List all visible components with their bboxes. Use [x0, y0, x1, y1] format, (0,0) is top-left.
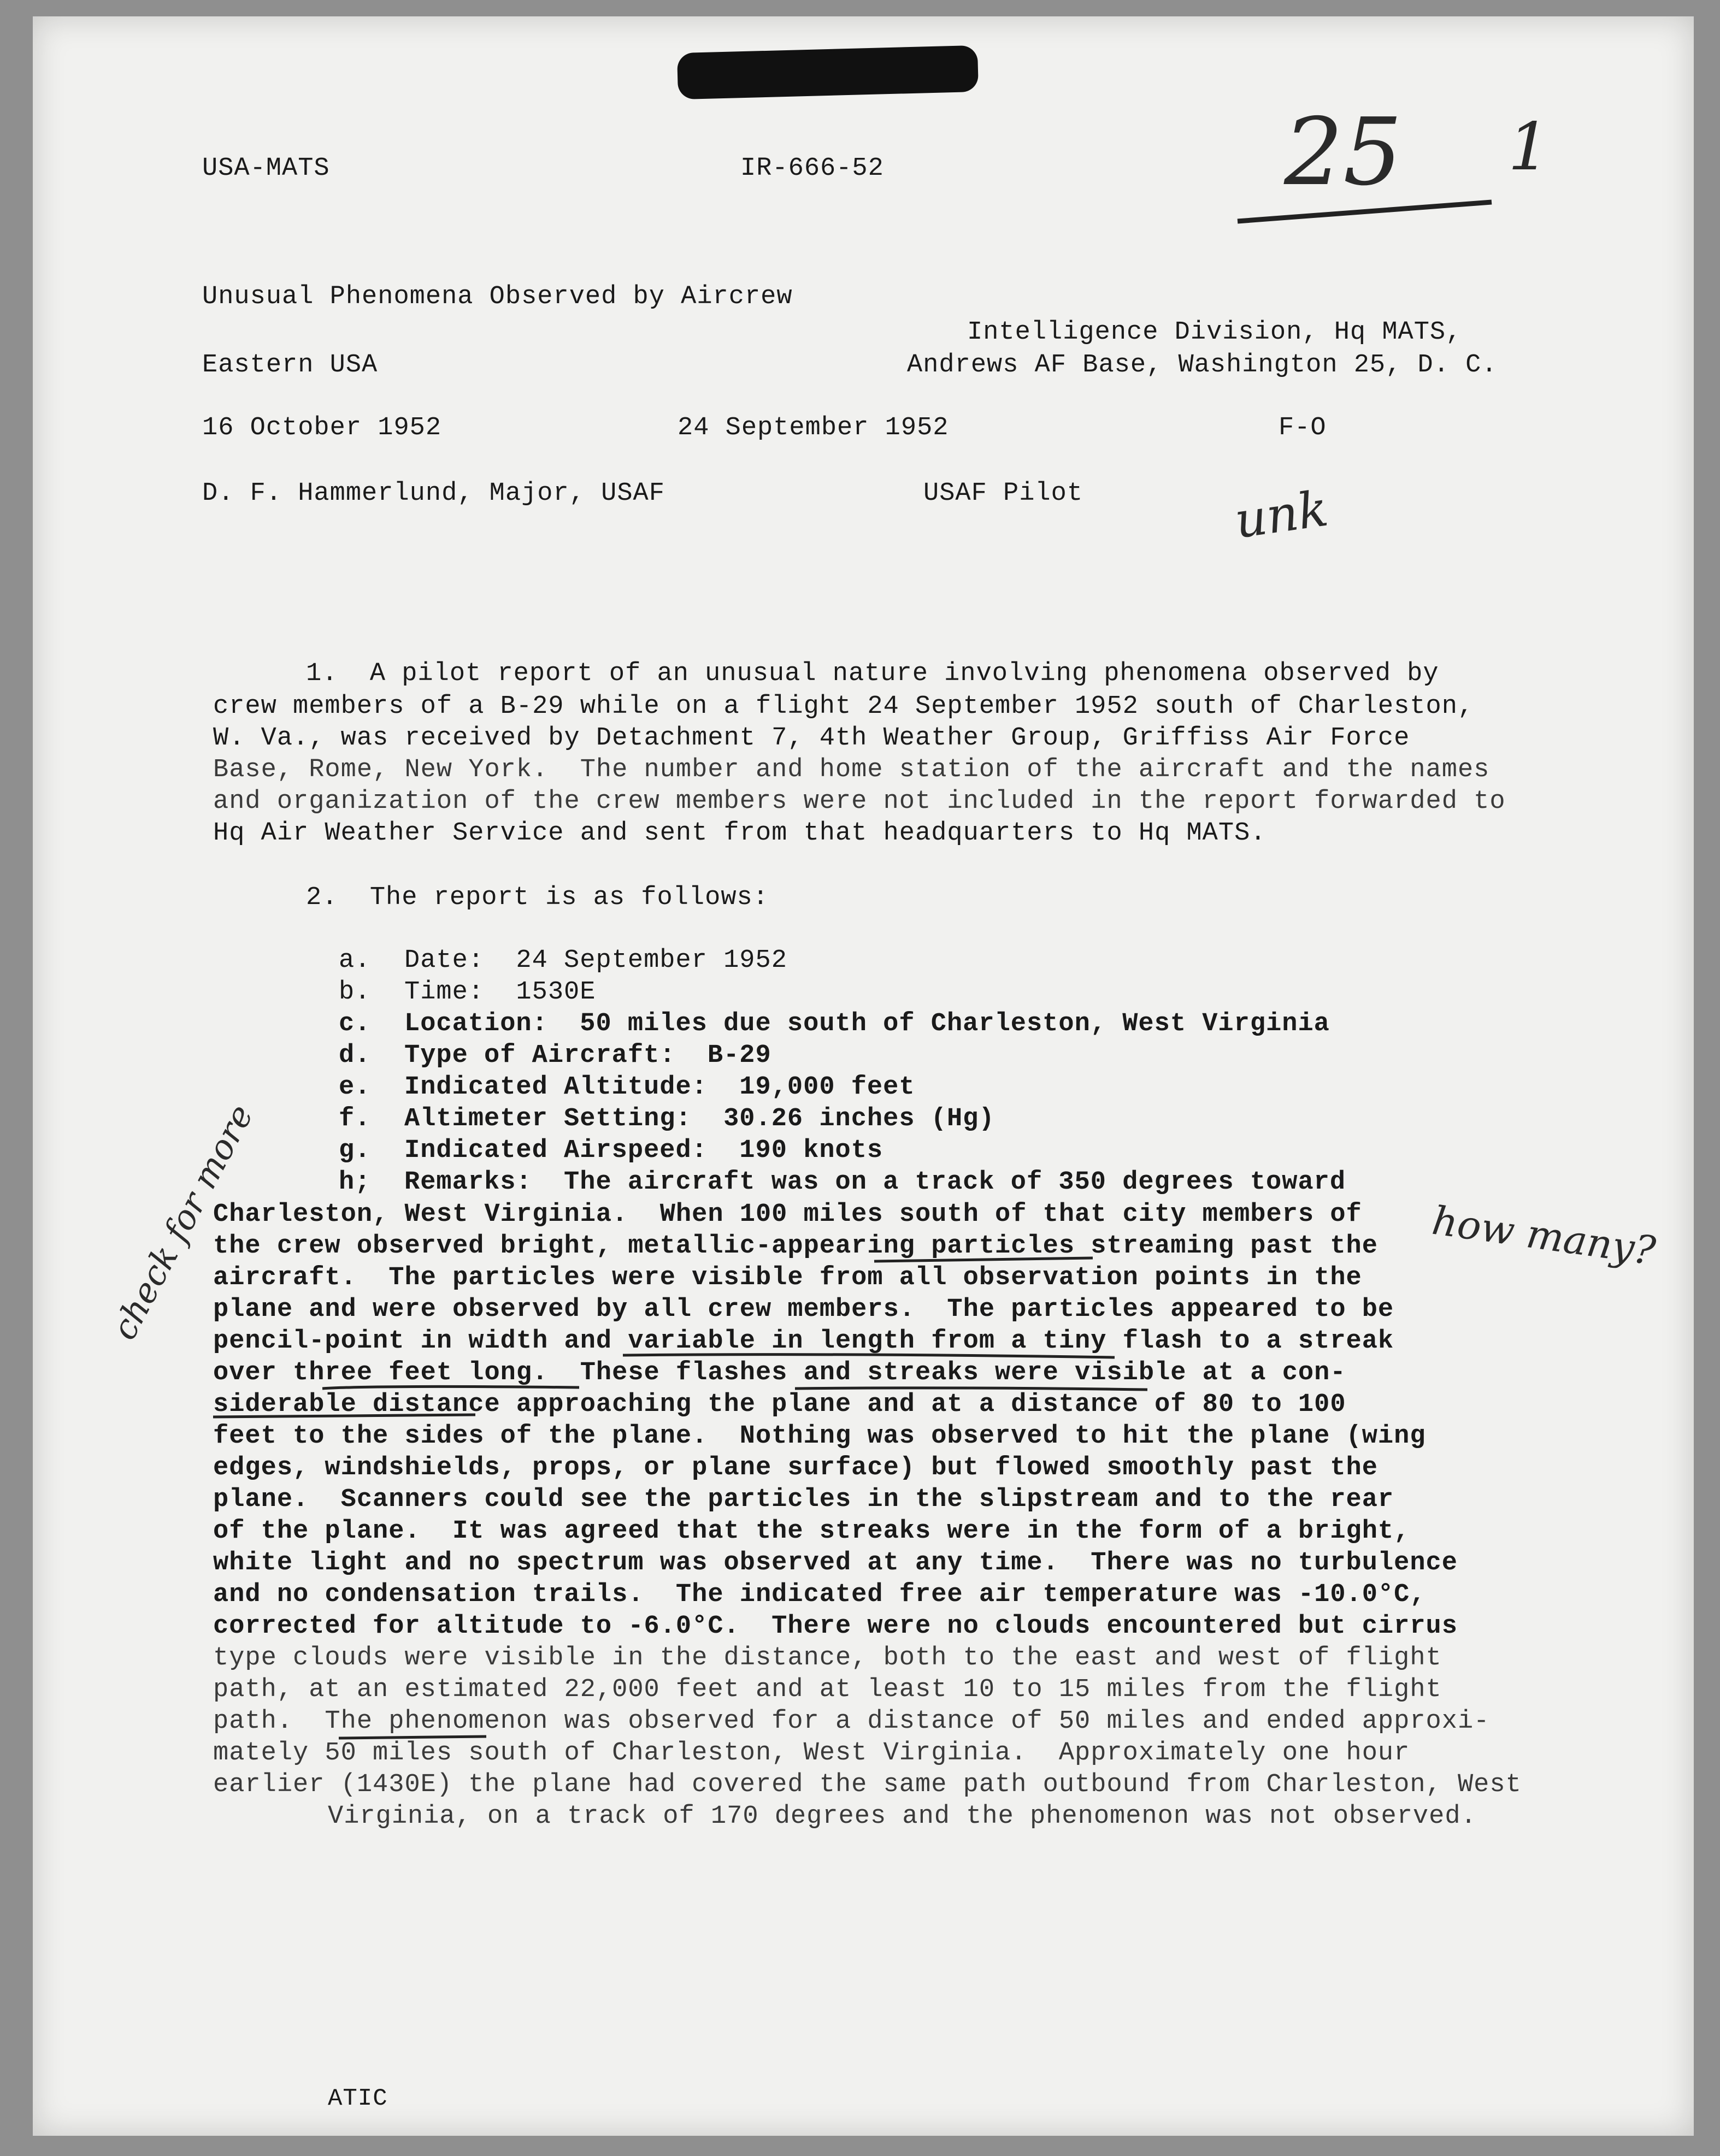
remarks-line: corrected for altitude to -6.0°C. There were no clouds encountered but cirrus	[213, 1612, 1458, 1641]
item-text: Type of Aircraft: B-29	[404, 1041, 771, 1070]
underline-mark	[874, 1258, 1093, 1261]
remarks-line: white light and no spectrum was observed at any time. There was no turbulence	[213, 1549, 1458, 1578]
remarks-line: path, at an estimated 22,000 feet and at least 10 to 15 miles from the flight	[213, 1675, 1442, 1704]
item-text: Indicated Airspeed: 190 knots	[404, 1136, 883, 1165]
prepared-by: D. F. Hammerlund, Major, USAF	[202, 479, 665, 508]
remarks-line: mately 50 miles south of Charleston, West Virginia. Approximately one hour	[213, 1739, 1410, 1768]
header-left-code: USA-MATS	[202, 154, 330, 183]
item-text: Remarks: The aircraft was on a track of 350 degrees toward	[404, 1168, 1346, 1197]
underline-mark	[795, 1388, 1147, 1390]
underline-mark	[213, 1415, 475, 1417]
item-label: c.	[339, 1009, 371, 1038]
p1-line: Hq Air Weather Service and sent from that headquarters to Hq MATS.	[213, 819, 1267, 848]
info-date: 24 September 1952	[678, 414, 949, 442]
source-line-2: Andrews AF Base, Washington 25, D. C.	[907, 351, 1498, 380]
remarks-line: of the plane. It was agreed that the streaks were in the form of a bright,	[213, 1517, 1410, 1546]
remarks-line: over three feet long. These flashes and streaks were visible at a con-	[213, 1358, 1346, 1387]
footer-stamp: ATIC	[328, 2085, 388, 2112]
evaluation: F-O	[1279, 414, 1327, 442]
handwritten-page-number: 25	[1284, 98, 1403, 206]
report-subject: Unusual Phenomena Observed by Aircrew	[202, 282, 793, 311]
p1-line: 1. A pilot report of an unusual nature involving phenomena observed by	[306, 659, 1439, 688]
right-margin-note: how many?	[1429, 1197, 1658, 1274]
p1-line: and organization of the crew members were not included in the report forwarded to	[213, 787, 1506, 816]
item-label: h;	[339, 1168, 371, 1197]
source-type: USAF Pilot	[923, 479, 1083, 508]
p1-line: W. Va., was received by Detachment 7, 4th Weather Group, Griffiss Air Force	[213, 724, 1410, 753]
underline-mark	[623, 1355, 1115, 1357]
p1-line: Base, Rome, New York. The number and home station of the aircraft and the names	[213, 755, 1490, 784]
item-text: Date: 24 September 1952	[404, 946, 787, 975]
underline-mark	[322, 1386, 579, 1389]
handwritten-mark: 1	[1508, 109, 1550, 185]
remarks-line: path. The phenomenon was observed for a distance of 50 miles and ended approxi-	[213, 1707, 1490, 1736]
remarks-line: siderable distance approaching the plane and at a distance of 80 to 100	[213, 1390, 1346, 1419]
remarks-line: edges, windshields, props, or plane surface) but flowed smoothly past the	[213, 1454, 1378, 1482]
report-number: IR-666-52	[740, 154, 884, 183]
remarks-line: Charleston, West Virginia. When 100 miles south of that city members of	[213, 1200, 1362, 1229]
item-text: Indicated Altitude: 19,000 feet	[404, 1073, 915, 1102]
remarks-line: pencil-point in width and variable in length from a tiny flash to a streak	[213, 1327, 1394, 1356]
source-line-1: Intelligence Division, Hq MATS,	[967, 318, 1462, 347]
item-text: Time: 1530E	[404, 978, 596, 1007]
item-label: e.	[339, 1073, 371, 1102]
document-page	[33, 16, 1694, 2136]
p1-line: crew members of a B-29 while on a flight 24 September 1952 south of Charleston,	[213, 692, 1474, 721]
underline-mark	[339, 1736, 486, 1738]
remarks-line: type clouds were visible in the distance, both to the east and west of flight	[213, 1644, 1442, 1673]
handwritten-underlines	[33, 16, 1694, 2136]
item-label: a.	[339, 946, 371, 975]
remarks-line: earlier (1430E) the plane had covered the same path outbound from Charleston, West	[213, 1770, 1522, 1799]
remarks-line: aircraft. The particles were visible from all observation points in the	[213, 1263, 1362, 1292]
item-label: b.	[339, 978, 371, 1007]
item-text: Altimeter Setting: 30.26 inches (Hg)	[404, 1104, 995, 1133]
item-label: f.	[339, 1104, 371, 1133]
report-date: 16 October 1952	[202, 414, 442, 442]
item-text: Location: 50 miles due south of Charleston, West Virginia	[404, 1009, 1330, 1038]
left-margin-note: check for more	[104, 1098, 261, 1346]
remarks-line: the crew observed bright, metallic-appearing particles streaming past the	[213, 1232, 1378, 1261]
p2-intro: 2. The report is as follows:	[306, 883, 769, 912]
remarks-line: feet to the sides of the plane. Nothing was observed to hit the plane (wing	[213, 1422, 1426, 1451]
remarks-line: plane. Scanners could see the particles in the slipstream and to the rear	[213, 1485, 1394, 1514]
item-label: g.	[339, 1136, 371, 1165]
remarks-line: plane and were observed by all crew members. The particles appeared to be	[213, 1295, 1394, 1324]
area: Eastern USA	[202, 351, 378, 380]
item-label: d.	[339, 1041, 371, 1070]
handwritten-annotation: unk	[1231, 480, 1332, 550]
remarks-line: Virginia, on a track of 170 degrees and the phenomenon was not observed.	[328, 1802, 1477, 1831]
remarks-line: and no condensation trails. The indicated free air temperature was -10.0°C,	[213, 1580, 1426, 1609]
